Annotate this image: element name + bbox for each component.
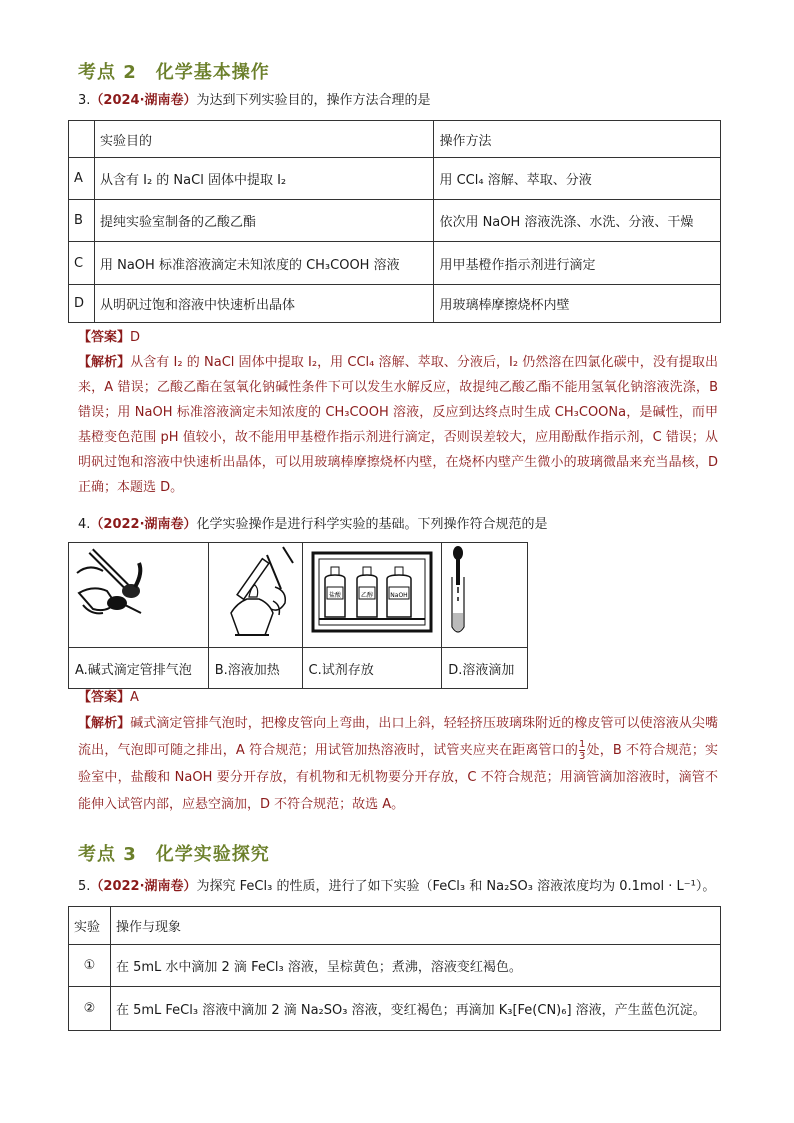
table-row xyxy=(69,987,721,1031)
answer-line xyxy=(78,326,140,345)
analysis-text: 碱式滴定管排气泡时，把橡皮管向上弯曲，出口上斜，轻轻挤压玻璃珠附近的橡皮管可以使溶液从尖嘴流出，气泡即可随之排出，A 符合规范；用试管加热溶液时，试管夹应夹在距离管口的 xyxy=(78,716,718,758)
table-cell xyxy=(69,121,95,158)
table-cell: 在 5mL 水中滴加 2 滴 FeCl₃ 溶液，呈棕黄色；煮沸，溶液变红褐色。 xyxy=(110,945,720,987)
question-3-table xyxy=(68,120,721,323)
answer-tag: 【答案】 xyxy=(78,330,131,345)
option-image-d xyxy=(442,543,528,648)
question-3-stem xyxy=(78,92,431,110)
option-caption: A.碱式滴定管排气泡 xyxy=(69,648,209,689)
question-number: 3. xyxy=(78,93,91,108)
option-label: B xyxy=(69,200,95,242)
table-header-row xyxy=(69,907,721,945)
option-image-a xyxy=(69,543,209,648)
table-cell: 在 5mL FeCl₃ 溶液中滴加 2 滴 Na₂SO₃ 溶液，变红褐色；再滴加 K₃[Fe(CN)₆] 溶液，产生蓝色沉淀。 xyxy=(110,987,720,1031)
fraction-numerator: 1 xyxy=(579,739,586,750)
table-row xyxy=(69,945,721,987)
table-row xyxy=(69,242,721,285)
analysis-text: 从含有 I₂ 的 NaCl 固体中提取 I₂，用 CCl₄ 溶解、萃取、分液后，I₂ 仍然溶在四氯化碳中，没有提取出来，A 错误；乙酸乙酯在氢氧化钠碱性条件下可以发生水解反应，故提纯乙酸乙酯不能用氢氧化钠溶液洗涤，B 错误；用 NaOH 标准溶液滴定未知浓度的 CH₃COOH 溶液，反应到达终点时生成 CH₃COONa，是碱性，而甲基橙变色范围 pH 值较小，故不能用甲基橙作指示剂进行滴定，否则误差较大，应用酚酞作指示剂，C 错误；从明矾过饱和溶液中快速析出晶体，可以用玻璃棒摩擦烧杯内壁，在烧杯内壁产生微小的玻璃微晶来充当晶核，D 正确；本题选 D。 xyxy=(78,355,718,495)
bottle-label: NaOH xyxy=(389,592,408,599)
option-label: C xyxy=(69,242,95,285)
table-cell: 用玻璃棒摩擦烧杯内壁 xyxy=(434,285,721,323)
option-caption: D.溶液滴加 xyxy=(442,648,528,689)
fraction xyxy=(579,739,585,762)
bottle-label: 盐酸 xyxy=(328,592,341,599)
table-header: 操作方法 xyxy=(434,121,721,158)
question-text: 为达到下列实验目的，操作方法合理的是 xyxy=(196,93,431,108)
table-header: 实验 xyxy=(69,907,111,945)
fraction-denominator: 3 xyxy=(579,751,586,762)
table-header: 实验目的 xyxy=(94,121,433,158)
table-header: 操作与现象 xyxy=(110,907,720,945)
bottle-label: 乙醇 xyxy=(360,592,373,599)
table-cell: 用 CCl₄ 溶解、萃取、分液 xyxy=(434,158,721,200)
answer-line xyxy=(78,686,139,705)
question-5-table xyxy=(68,906,721,1031)
reagent-shelf-icon xyxy=(303,543,441,643)
question-text: 为探究 FeCl₃ 的性质，进行了如下实验（FeCl₃ 和 Na₂SO₃ 溶液浓度均为 0.1mol · L⁻¹）。 xyxy=(196,879,716,894)
question-number: 4. xyxy=(78,517,91,532)
option-image-b xyxy=(208,543,302,648)
image-row xyxy=(69,543,528,648)
table-cell: 从含有 I₂ 的 NaCl 固体中提取 I₂ xyxy=(94,158,433,200)
question-number: 5. xyxy=(78,879,91,894)
experiment-label: ② xyxy=(69,987,111,1031)
dropper-icon xyxy=(442,543,526,643)
table-row xyxy=(69,285,721,323)
option-label: D xyxy=(69,285,95,323)
option-image-c xyxy=(302,543,442,648)
question-4-stem xyxy=(78,516,548,534)
test-tube-heating-icon xyxy=(209,543,301,643)
analysis-paragraph xyxy=(78,350,718,500)
question-source: （2022·湖南卷） xyxy=(90,879,197,894)
answer-value: A xyxy=(130,690,139,705)
table-cell: 用甲基橙作指示剂进行滴定 xyxy=(434,242,721,285)
table-cell: 用 NaOH 标准溶液滴定未知浓度的 CH₃COOH 溶液 xyxy=(94,242,433,285)
option-caption: B.溶液加热 xyxy=(208,648,302,689)
option-label: A xyxy=(69,158,95,200)
analysis-paragraph xyxy=(78,710,718,818)
table-cell: 提纯实验室制备的乙酸乙酯 xyxy=(94,200,433,242)
question-text: 化学实验操作是进行科学实验的基础。下列操作符合规范的是 xyxy=(196,517,548,532)
analysis-tag: 【解析】 xyxy=(78,355,131,370)
option-caption: C.试剂存放 xyxy=(302,648,442,689)
question-source: （2022·湖南卷） xyxy=(90,517,197,532)
table-header-row xyxy=(69,121,721,158)
burette-icon xyxy=(69,543,207,643)
section-heading: 考点 2 化学基本操作 xyxy=(78,62,270,83)
answer-tag: 【答案】 xyxy=(78,690,131,705)
question-source: （2024·湖南卷） xyxy=(90,93,197,108)
section-heading: 考点 3 化学实验探究 xyxy=(78,844,270,865)
table-cell: 依次用 NaOH 溶液洗涤、水洗、分液、干燥 xyxy=(434,200,721,242)
table-cell: 从明矾过饱和溶液中快速析出晶体 xyxy=(94,285,433,323)
table-row xyxy=(69,158,721,200)
experiment-label: ① xyxy=(69,945,111,987)
caption-row xyxy=(69,648,528,689)
answer-value: D xyxy=(130,330,141,345)
question-4-options-table xyxy=(68,542,528,689)
table-row xyxy=(69,200,721,242)
analysis-text: 处，B 不符合规范；实验室中，盐酸和 NaOH 要分开存放，有机物和无机物要分开存放，C 不符合规范；用滴管滴加溶液时，滴管不能伸入试管内部，应悬空滴加，D 不符合规范；故选 A。 xyxy=(78,743,718,812)
analysis-tag: 【解析】 xyxy=(78,716,131,731)
question-5-stem xyxy=(78,878,715,896)
